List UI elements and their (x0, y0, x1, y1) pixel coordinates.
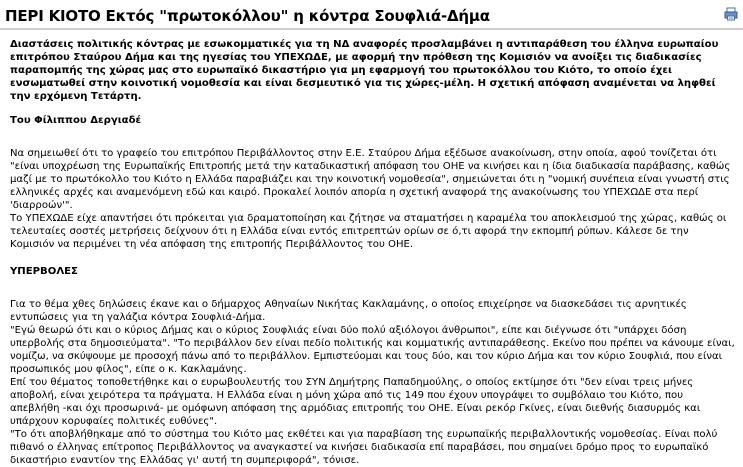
article-subheading: ΥΠΕΡΒΟΛΕΣ (10, 266, 78, 277)
article-paragraph: "Το ότι αποβλήθηκαμε από το σύστημα του Κιότο μας εκθέτει και για παραβίαση της ευρωπαϊκής περιβαλλοντικής νομοθεσίας. Είναι πολύ πιθανό ο έλληνας επίτροπος Περιβάλλοντος να αναγκαστεί να κινήσει διαδικασία επί παραβάσει, που σημαίνει δρόμο προς το ευρωπαϊκό δικαστήριο εναντίον της Ελλάδας γι' αυτή τη συμπεριφορά", τόνισε. (10, 429, 718, 466)
article-paragraph: Επί του θέματος τοποθετήθηκε και ο ευρωβουλευτής του ΣΥΝ Δημήτρης Παπαδημούλης, ο οποίος εκτίμησε ότι "δεν είναι τρεις μήνες αποβολή, είναι χειρότερα τα πράγματα. Η Ελλάδα είναι η μόνη χώρα από τις 149 που έχουν υπογράψει το συμβόλαιο του Κιότο, που απεβλήθη -και όχι προσωρινά- με ομόφωνη απόφαση της αρμόδιας επιτροπής του ΟΗΕ. Είναι ρεκόρ Γκίνες, είναι διεθνής διασυρμός και υπάρχουν κορυφαίες πολιτικές ευθύνες". (10, 377, 701, 427)
article-lead: Διαστάσεις πολιτικής κόντρας με εσωκομματικές για τη ΝΔ αναφορές προσλαμβάνει η αντιπαράθεση του έλληνα ευρωπαίου επιτρόπου Σταύρου Δήμα και της ηγεσίας του ΥΠΕΧΩΔΕ, με αφορμή την πρόθεση της Κομισιόν να ανοίξει τις διαδικασίες παραπομπής της χώρας μας στο ευρωπαϊκό δικαστήριο για μη εφαρμογή του πρωτοκόλλου του Κιότο, το οποίο έχει ενσωματωθεί στην κοινοτική νομοθεσία και είναι δεσμευτικό για τις χώρες-μέλη. Η σχετική απόφαση αναμένεται να ληφθεί την ερχόμενη Τετάρτη. (10, 39, 719, 102)
print-icon[interactable] (724, 7, 738, 21)
article-paragraph: "Εγώ θεωρώ ότι και ο κύριος Δήμας και ο κύριος Σουφλιάς είναι δύο πολύ αξιόλογοι άνθρωποι", είπε και διέγνωσε ότι "υπάρχει δόση υπερβολής στα δημοσιεύματα". "Το περιβάλλον δεν είναι πεδίο πολιτικής και κομματικής αντιπαράθεσης. Εκείνο που πρέπει να κάνουμε είναι, νομίζω, να σκύψουμε με προσοχή πάνω από το περιβάλλον. Εμπιστεύομαι και τους δύο, και τον κύριο Δήμα και τον κύριο Σουφλιά, που είναι προσωπικός μου φίλος", είπε ο κ. Κακλαμάνης. (10, 325, 735, 375)
article-body (10, 38, 735, 467)
article-paragraph: Για το θέμα χθες δηλώσεις έκανε και ο δήμαρχος Αθηναίων Νικήτας Κακλαμάνης, ο οποίος επιχείρησε να διασκεδάσει τις αρνητικές εντυπώσεις για τη γαλάζια κόντρα Σουφλιά-Δήμα. (10, 299, 687, 323)
article-paragraph: Να σημειωθεί ότι το γραφείο του επιτρόπου Περιβάλλοντος στην Ε.Ε. Σταύρου Δήμα εξέδωσε ανακοίνωση, στην οποία, αφού τονίζεται ότι "είναι υποχρέωση της Ευρωπαϊκής Επιτροπής μετά την καταδικαστική απόφαση του ΟΗΕ να κινήσει και η ίδια διαδικασία παράβασης, καθώς μαζί με το πρωτόκολλο του Κιότο η Ελλάδα παραβιάζει και την κοινοτική νομοθεσία", σημειώνεται ότι η "νομική συνέπεια είναι γνωστή στις ελληνικές αρχές και αναμενόμενη εδώ και καιρό. Προκαλεί λοιπόν απορία η σχετική αναφορά της ανακοίνωσης του ΥΠΕΧΩΔΕ στα περί 'διαρροών'". (10, 148, 731, 211)
article-paragraph: Το ΥΠΕΧΩΔΕ είχε απαντήσει ότι πρόκειται για δραματοποίηση και ζήτησε να σταματήσει η καραμέλα του αποκλεισμού της χώρας, καθώς οι τελευταίες σοστές μετρήσεις δείχνουν ότι η Ελλάδα είναι εντός επιτρεπτών ορίων σε ό,τι αφορά την εκπομπή ρύπων. Κάλεσε δε την Κομισιόν να περιμένει τη νέα απόφαση της επιτροπής Περιβάλλοντος του ΟΗΕ. (10, 213, 727, 250)
article-author: Του Φίλιππου Δεργιαδέ (10, 115, 142, 126)
article-title: ΠΕΡΙ ΚΙΟΤΟ Εκτός "πρωτοκόλλου" η κόντρα Σουφλιά-Δήμα (5, 7, 490, 25)
article-header (0, 0, 743, 30)
